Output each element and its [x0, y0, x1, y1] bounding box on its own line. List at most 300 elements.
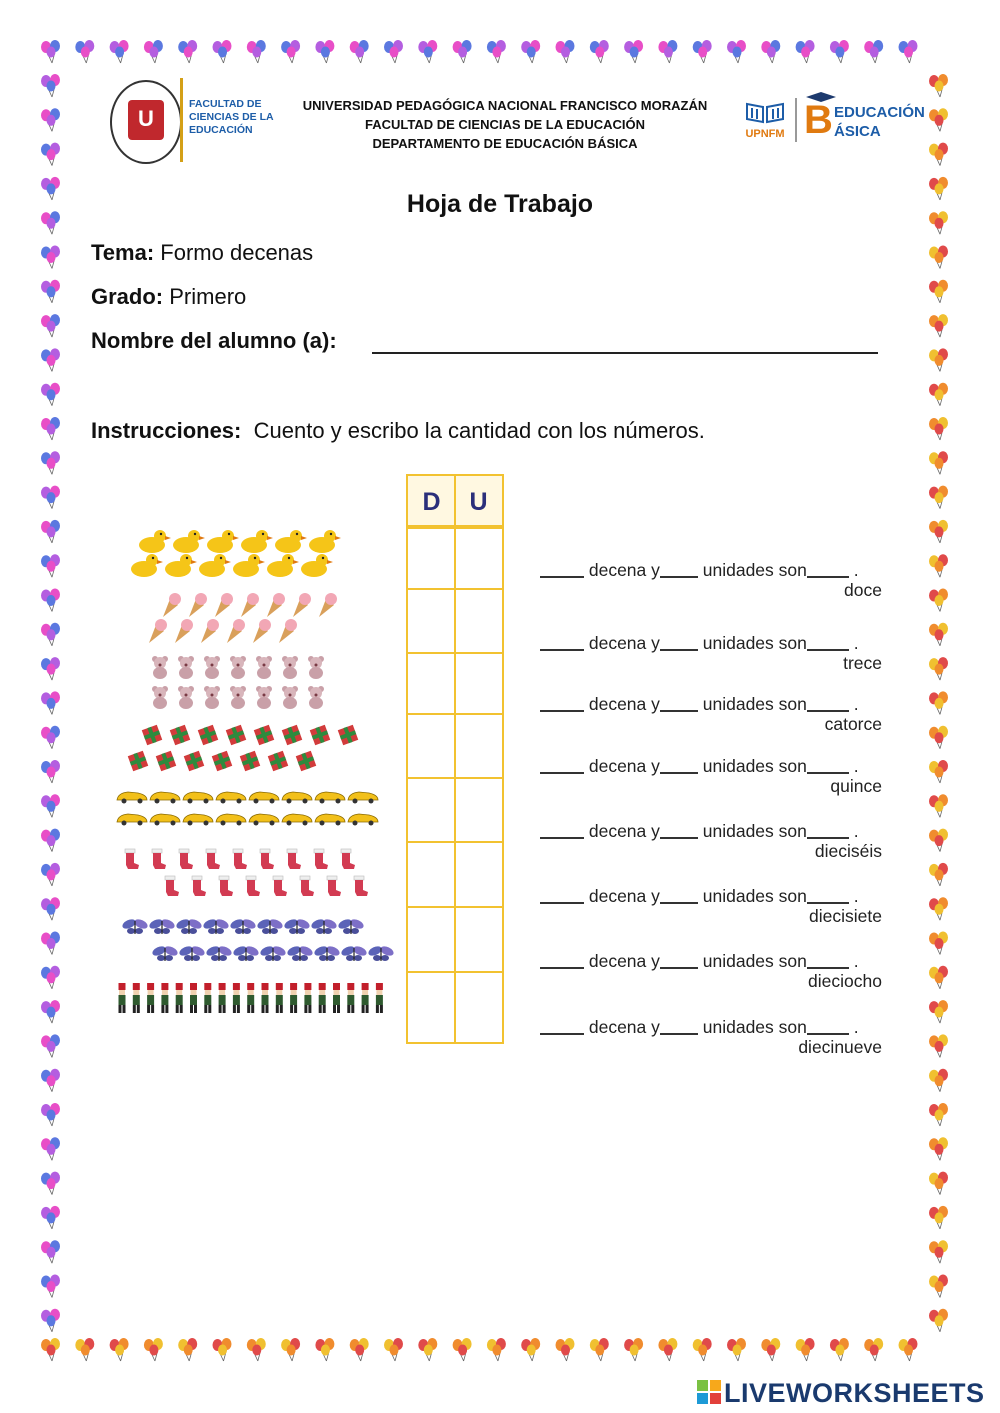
balloon-cluster-icon [929, 829, 948, 852]
duck-icon [207, 530, 239, 553]
unidades-text: unidades son [697, 756, 807, 776]
balloon-cluster-icon [75, 40, 94, 63]
butterfly-icon [310, 917, 338, 934]
butterfly-icon [232, 944, 260, 961]
car-icon [348, 792, 378, 804]
butterfly-icon [259, 944, 287, 961]
university-seal: U [110, 80, 182, 164]
decena-text: decena y [584, 886, 660, 906]
balloon-cluster-icon [929, 897, 948, 920]
balloon-cluster-icon [830, 40, 849, 63]
count-sentence [540, 694, 859, 715]
balloon-cluster-icon [929, 143, 948, 166]
balloon-cluster-icon [41, 623, 60, 646]
ice-cream-icon [241, 593, 259, 617]
teddy-bear-icon [256, 686, 272, 709]
unidades-blank[interactable] [660, 772, 698, 774]
car-icon [216, 814, 246, 826]
nutcracker-icon [262, 983, 269, 1013]
balloon-cluster-icon [590, 1338, 609, 1361]
balloon-cluster-icon [929, 1309, 948, 1332]
unidades-blank[interactable] [660, 710, 698, 712]
car-icon [249, 792, 279, 804]
balloon-cluster-icon [41, 691, 60, 714]
du-header-u: U [469, 488, 488, 516]
gift-icon [198, 725, 219, 746]
decena-blank[interactable] [540, 967, 584, 969]
balloon-cluster-icon [41, 40, 60, 63]
balloon-cluster-icon [929, 520, 948, 543]
university-name [270, 96, 740, 153]
du-column-divider [454, 476, 456, 1042]
balloon-cluster-icon [41, 143, 60, 166]
total-blank[interactable] [807, 967, 849, 969]
balloon-cluster-icon [41, 1275, 60, 1298]
balloon-cluster-icon [521, 1338, 540, 1361]
christmas-stocking-icon [246, 876, 260, 896]
duck-icon [267, 554, 299, 577]
balloon-cluster-icon [796, 40, 815, 63]
car-icon [183, 814, 213, 826]
nutcracker-icon [276, 983, 283, 1013]
balloon-cluster-icon [41, 657, 60, 680]
ice-cream-icon [293, 593, 311, 617]
balloon-cluster-icon [350, 1338, 369, 1361]
gift-icon [226, 725, 247, 746]
balloon-cluster-icon [144, 1338, 163, 1361]
balloon-cluster-icon [929, 760, 948, 783]
christmas-stocking-icon [125, 849, 139, 869]
balloon-cluster-icon [929, 280, 948, 303]
count-sentence [540, 560, 859, 581]
balloon-cluster-icon [624, 40, 643, 63]
balloon-cluster-icon [487, 1338, 506, 1361]
balloon-cluster-icon [929, 691, 948, 714]
student-name-line[interactable] [372, 352, 878, 354]
gift-icon [338, 725, 359, 746]
nutcracker-icon [333, 983, 340, 1013]
ice-cream-icon [279, 619, 297, 643]
number-word: diecisiete [809, 906, 882, 926]
ice-cream-icon [149, 619, 167, 643]
sentence-period: . [848, 821, 859, 841]
balloon-cluster-icon [41, 520, 60, 543]
university-line-1: UNIVERSIDAD PEDAGÓGICA NACIONAL FRANCISCO MORAZÁN [302, 98, 708, 113]
instrucciones-text: Cuento y escribo la cantidad con los números. [253, 418, 705, 443]
balloon-cluster-icon [315, 40, 334, 63]
christmas-stocking-icon [273, 876, 287, 896]
butterfly-icon [148, 917, 176, 934]
total-blank[interactable] [807, 710, 849, 712]
balloon-cluster-icon [693, 40, 712, 63]
christmas-stocking-icon [260, 849, 274, 869]
nutcracker-icon [247, 983, 254, 1013]
balloon-cluster-icon [487, 40, 506, 63]
book-icon [743, 98, 787, 124]
number-word: catorce [824, 714, 882, 734]
balloon-cluster-icon [41, 794, 60, 817]
ice-cream-icon [189, 593, 207, 617]
tema-label: Tema: [91, 240, 155, 265]
unidades-answer-cell[interactable] [457, 909, 501, 967]
balloon-cluster-icon [315, 1338, 334, 1361]
unidades-blank[interactable] [660, 649, 698, 651]
number-word: diecinueve [798, 1037, 882, 1057]
tema-row [91, 240, 313, 266]
christmas-stocking-icon [192, 876, 206, 896]
unidades-blank[interactable] [660, 967, 698, 969]
butterfly-icon [121, 917, 149, 934]
sentence-period: . [848, 886, 859, 906]
unidades-text: unidades son [697, 951, 807, 971]
liveworksheets-logo-icon [697, 1380, 721, 1404]
faculty-logo-text: FACULTAD DE CIENCIAS DE LA EDUCACIÓN [189, 98, 274, 136]
car-icon [117, 792, 147, 804]
gift-icon [156, 751, 177, 772]
header-divider [180, 78, 183, 162]
christmas-stocking-icon [206, 849, 220, 869]
butterfly-icon [151, 944, 179, 961]
decena-text: decena y [584, 560, 660, 580]
christmas-stocking-icon [165, 876, 179, 896]
balloon-cluster-icon [213, 1338, 232, 1361]
unidades-blank[interactable] [660, 576, 698, 578]
grado-row [91, 284, 246, 310]
count-sentence [540, 1017, 859, 1038]
butterfly-icon [340, 944, 368, 961]
balloon-cluster-icon [929, 1034, 948, 1057]
balloon-cluster-icon [929, 726, 948, 749]
gift-icon [142, 725, 163, 746]
balloon-cluster-icon [178, 1338, 197, 1361]
unidades-blank[interactable] [660, 902, 698, 904]
gift-icon [240, 751, 261, 772]
tema-value: Formo decenas [160, 240, 314, 265]
balloon-cluster-icon [761, 40, 780, 63]
upnfm-logo-text: UPNFM [745, 128, 785, 140]
teddy-bear-icon [308, 686, 324, 709]
christmas-stocking-icon [152, 849, 166, 869]
nutcracker-icon [362, 983, 369, 1013]
decenas-answer-cell[interactable] [409, 780, 453, 838]
sentence-period: . [848, 633, 859, 653]
duck-icon [309, 530, 341, 553]
car-icon [315, 792, 345, 804]
decena-blank[interactable] [540, 649, 584, 651]
gift-icon [128, 751, 149, 772]
balloon-cluster-icon [929, 932, 948, 955]
car-icon [117, 814, 147, 826]
balloon-cluster-icon [41, 554, 60, 577]
balloon-cluster-icon [144, 40, 163, 63]
nutcracker-icon [219, 983, 226, 1013]
duck-icon [275, 530, 307, 553]
balloon-cluster-icon [658, 1338, 677, 1361]
teddy-bear-icon [282, 686, 298, 709]
nutcracker-icon [233, 983, 240, 1013]
balloon-cluster-icon [110, 40, 129, 63]
balloon-cluster-icon [41, 280, 60, 303]
unidades-answer-cell[interactable] [457, 528, 501, 586]
ice-cream-icon [175, 619, 193, 643]
balloon-cluster-icon [213, 40, 232, 63]
balloon-cluster-icon [41, 1034, 60, 1057]
teddy-bear-icon [204, 656, 220, 679]
balloon-cluster-icon [761, 1338, 780, 1361]
balloon-cluster-icon [796, 1338, 815, 1361]
teddy-bear-icon [152, 656, 168, 679]
nutcracker-icon [319, 983, 326, 1013]
sentence-period: . [848, 560, 859, 580]
balloon-cluster-icon [929, 589, 948, 612]
duck-icon [173, 530, 205, 553]
balloon-cluster-icon [590, 40, 609, 63]
total-blank[interactable] [807, 1033, 849, 1035]
balloon-cluster-icon [41, 1103, 60, 1126]
gift-icon [268, 751, 289, 772]
nutcracker-icon [304, 983, 311, 1013]
decena-blank[interactable] [540, 576, 584, 578]
nutcracker-icon [133, 983, 140, 1013]
sentence-period: . [848, 694, 859, 714]
balloon-cluster-icon [929, 451, 948, 474]
number-word: quince [830, 776, 882, 796]
gift-icon [296, 751, 317, 772]
balloon-cluster-icon [929, 1000, 948, 1023]
edu-logo-line-2: ÁSICA [834, 123, 881, 140]
decena-text: decena y [584, 821, 660, 841]
nutcracker-icon [376, 983, 383, 1013]
educacion-basica-logo [804, 96, 924, 144]
decena-text: decena y [584, 1017, 660, 1037]
balloon-cluster-icon [350, 40, 369, 63]
balloon-cluster-icon [110, 1338, 129, 1361]
decena-text: decena y [584, 633, 660, 653]
car-icon [282, 814, 312, 826]
balloon-cluster-icon [929, 863, 948, 886]
balloon-cluster-icon [929, 1103, 948, 1126]
unidades-answer-cell[interactable] [457, 844, 501, 902]
teddy-bear-icon [230, 656, 246, 679]
balloon-cluster-icon [929, 314, 948, 337]
decenas-answer-cell[interactable] [409, 909, 453, 967]
decenas-answer-cell[interactable] [409, 528, 453, 586]
gift-icon [282, 725, 303, 746]
balloon-cluster-icon [929, 554, 948, 577]
balloon-cluster-icon [41, 383, 60, 406]
balloon-cluster-icon [281, 40, 300, 63]
teddy-bear-icon [178, 686, 194, 709]
unidades-answer-cell[interactable] [457, 716, 501, 774]
balloon-cluster-icon [41, 897, 60, 920]
ice-cream-icon [215, 593, 233, 617]
decena-blank[interactable] [540, 1033, 584, 1035]
balloon-cluster-icon [41, 314, 60, 337]
du-table [406, 474, 504, 1044]
ice-cream-icon [227, 619, 245, 643]
balloon-cluster-icon [41, 486, 60, 509]
decena-blank[interactable] [540, 710, 584, 712]
decena-text: decena y [584, 756, 660, 776]
teddy-bear-icon [178, 656, 194, 679]
unidades-answer-cell[interactable] [457, 780, 501, 838]
liveworksheets-brand[interactable]: LIVEWORKSHEETS [724, 1378, 985, 1408]
balloon-cluster-icon [41, 726, 60, 749]
balloon-cluster-icon [864, 40, 883, 63]
balloon-cluster-icon [929, 1275, 948, 1298]
balloon-cluster-icon [929, 794, 948, 817]
total-blank[interactable] [807, 649, 849, 651]
unidades-blank[interactable] [660, 1033, 698, 1035]
university-line-3: DEPARTAMENTO DE EDUCACIÓN BÁSICA [372, 136, 638, 151]
ice-cream-icon [201, 619, 219, 643]
christmas-stocking-icon [179, 849, 193, 869]
unidades-text: unidades son [697, 694, 807, 714]
butterfly-icon [202, 917, 230, 934]
balloon-cluster-icon [41, 829, 60, 852]
balloon-cluster-icon [929, 417, 948, 440]
upnfm-logo [741, 96, 789, 144]
butterfly-icon [175, 917, 203, 934]
nutcracker-icon [190, 983, 197, 1013]
balloon-cluster-icon [929, 623, 948, 646]
balloon-cluster-icon [41, 1206, 60, 1229]
car-icon [183, 792, 213, 804]
balloon-cluster-icon [929, 1206, 948, 1229]
balloon-cluster-icon [75, 1338, 94, 1361]
decenas-answer-cell[interactable] [409, 844, 453, 902]
total-blank[interactable] [807, 576, 849, 578]
christmas-stocking-icon [219, 876, 233, 896]
balloon-cluster-icon [41, 1069, 60, 1092]
balloon-cluster-icon [929, 486, 948, 509]
car-icon [348, 814, 378, 826]
nutcracker-icon [290, 983, 297, 1013]
butterfly-icon [367, 944, 395, 961]
balloon-cluster-icon [41, 246, 60, 269]
gift-icon [310, 725, 331, 746]
nombre-label: Nombre del alumno (a): [91, 328, 337, 353]
decenas-answer-cell[interactable] [409, 591, 453, 649]
decenas-answer-cell[interactable] [409, 974, 453, 1032]
balloon-cluster-icon [521, 40, 540, 63]
balloon-cluster-icon [693, 1338, 712, 1361]
balloon-cluster-icon [41, 1309, 60, 1332]
unidades-answer-cell[interactable] [457, 591, 501, 649]
page-title: Hoja de Trabajo [406, 190, 594, 218]
balloon-cluster-icon [929, 657, 948, 680]
balloon-cluster-icon [41, 1338, 60, 1361]
balloon-cluster-icon [624, 1338, 643, 1361]
butterfly-icon [313, 944, 341, 961]
christmas-stocking-icon [233, 849, 247, 869]
count-sentence [540, 756, 859, 777]
balloon-cluster-icon [899, 40, 918, 63]
nombre-row [91, 328, 337, 354]
balloon-cluster-icon [929, 108, 948, 131]
balloon-cluster-icon [41, 932, 60, 955]
balloon-cluster-icon [556, 1338, 575, 1361]
balloon-cluster-icon [929, 1172, 948, 1195]
balloon-cluster-icon [556, 40, 575, 63]
decena-blank[interactable] [540, 837, 584, 839]
decenas-answer-cell[interactable] [409, 655, 453, 713]
butterfly-icon [337, 917, 365, 934]
unidades-answer-cell[interactable] [457, 655, 501, 713]
du-header-d: D [422, 488, 441, 516]
decena-blank[interactable] [540, 772, 584, 774]
ice-cream-icon [319, 593, 337, 617]
christmas-stocking-icon [287, 849, 301, 869]
car-icon [150, 814, 180, 826]
nutcracker-icon [119, 983, 126, 1013]
grado-label: Grado: [91, 284, 164, 309]
count-sentence [540, 951, 859, 972]
university-line-2: FACULTAD DE CIENCIAS DE LA EDUCACIÓN [365, 117, 645, 132]
balloon-cluster-icon [247, 1338, 266, 1361]
car-icon [282, 792, 312, 804]
duck-icon [139, 530, 171, 553]
balloon-cluster-icon [41, 1000, 60, 1023]
decena-blank[interactable] [540, 902, 584, 904]
duck-icon [131, 554, 163, 577]
christmas-stocking-icon [300, 876, 314, 896]
christmas-stocking-icon [314, 849, 328, 869]
sentence-period: . [848, 756, 859, 776]
teddy-bear-icon [204, 686, 220, 709]
balloon-cluster-icon [658, 40, 677, 63]
edu-logo-line-1: EDUCACIÓN [834, 104, 925, 121]
balloon-cluster-icon [929, 1240, 948, 1263]
balloon-cluster-icon [41, 966, 60, 989]
decenas-answer-cell[interactable] [409, 716, 453, 774]
christmas-stocking-icon [341, 849, 355, 869]
duck-icon [165, 554, 197, 577]
number-word: dieciocho [808, 971, 882, 991]
balloon-cluster-icon [453, 40, 472, 63]
gift-icon [254, 725, 275, 746]
sentence-period: . [848, 951, 859, 971]
total-blank[interactable] [807, 772, 849, 774]
balloon-cluster-icon [929, 966, 948, 989]
counting-pictures [110, 515, 400, 1035]
total-blank[interactable] [807, 837, 849, 839]
total-blank[interactable] [807, 902, 849, 904]
number-word: trece [843, 653, 882, 673]
balloon-cluster-icon [41, 760, 60, 783]
teddy-bear-icon [152, 686, 168, 709]
teddy-bear-icon [308, 656, 324, 679]
ice-cream-icon [163, 593, 181, 617]
gift-icon [184, 751, 205, 772]
number-word: dieciséis [814, 841, 882, 861]
balloon-cluster-icon [864, 1338, 883, 1361]
nutcracker-icon [176, 983, 183, 1013]
car-icon [216, 792, 246, 804]
balloon-cluster-icon [41, 589, 60, 612]
balloon-cluster-icon [41, 348, 60, 371]
instructions [91, 418, 705, 444]
teddy-bear-icon [256, 656, 272, 679]
decena-text: decena y [584, 951, 660, 971]
balloon-cluster-icon [281, 1338, 300, 1361]
duck-icon [199, 554, 231, 577]
balloon-cluster-icon [41, 108, 60, 131]
unidades-blank[interactable] [660, 837, 698, 839]
balloon-cluster-icon [453, 1338, 472, 1361]
ice-cream-icon [267, 593, 285, 617]
unidades-answer-cell[interactable] [457, 974, 501, 1032]
